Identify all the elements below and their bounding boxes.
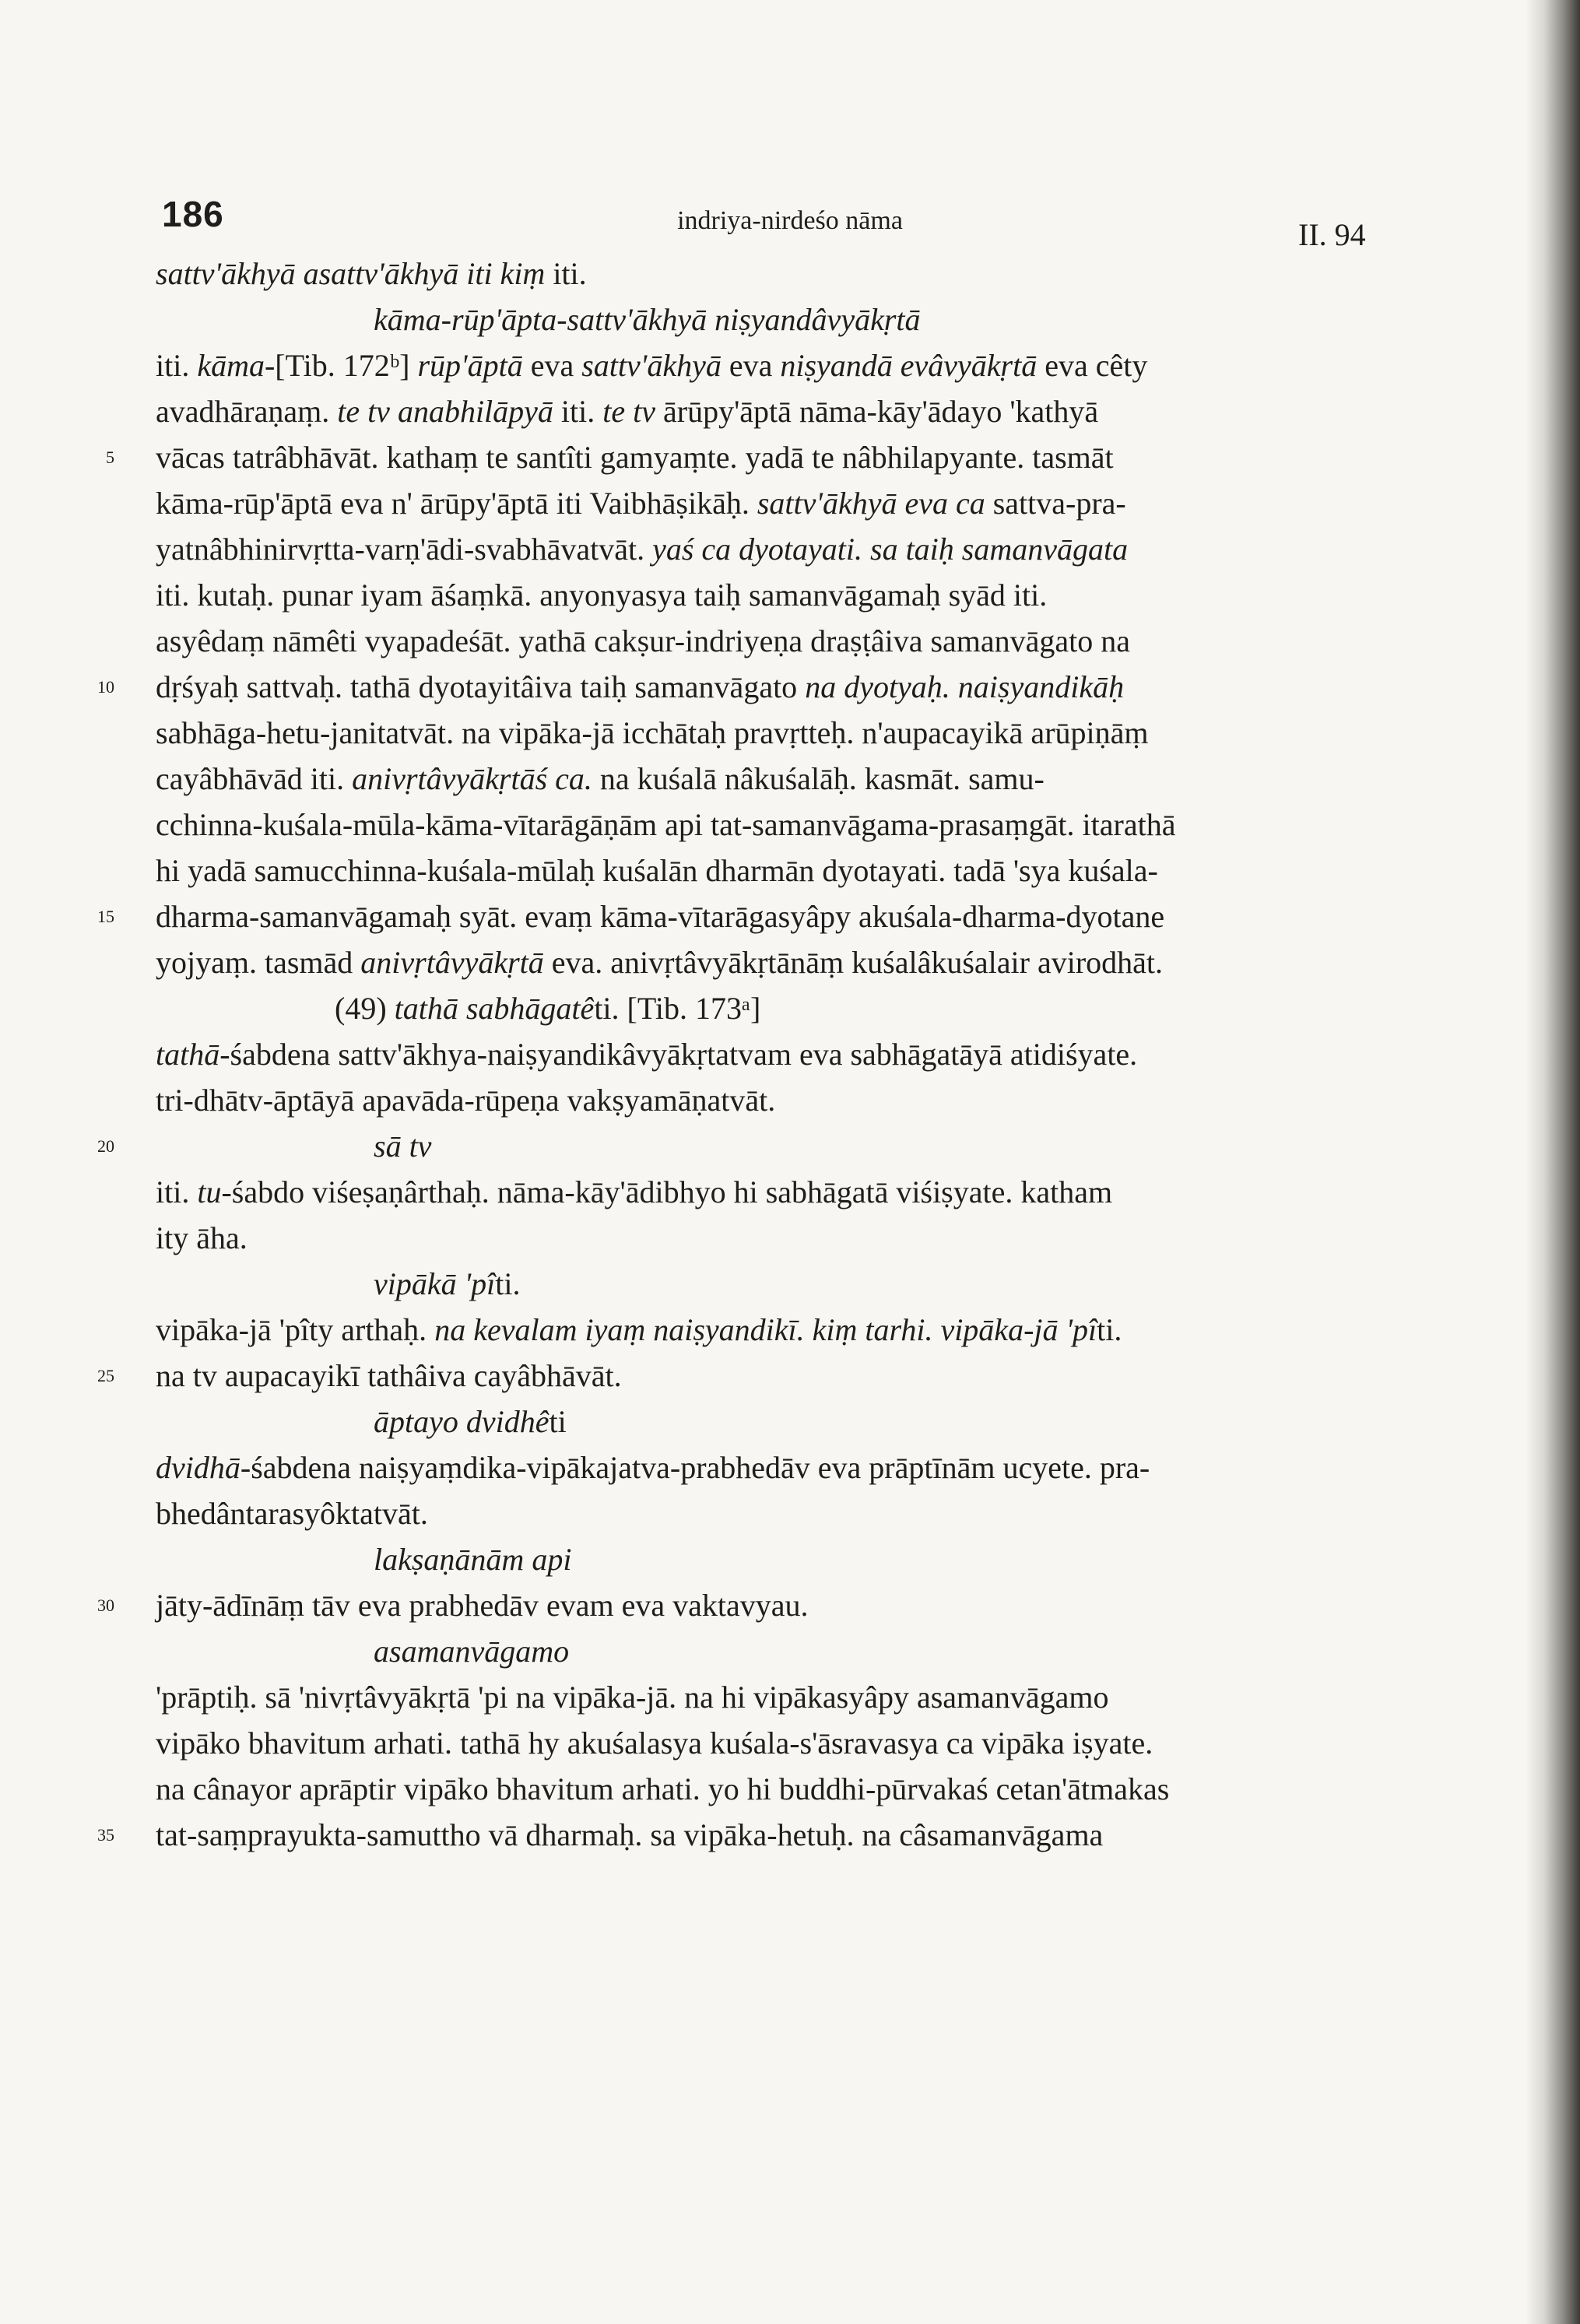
line-number: 25 <box>97 1366 114 1385</box>
text-segment: ti. [Tib. 173ᵃ] <box>594 991 761 1026</box>
text-segment: iti. <box>545 256 587 291</box>
text-segment: yatnâbhinirvṛtta-varṇ'ādi-svabhāvatvāt. <box>156 532 653 567</box>
page-edge-shadow <box>1526 0 1580 2324</box>
text-line <box>156 1215 1401 1261</box>
line-number: 35 <box>97 1825 114 1845</box>
text-line <box>156 1261 1401 1307</box>
text-line <box>97 1123 1401 1169</box>
text-line <box>156 1077 1401 1123</box>
text-line <box>156 710 1401 756</box>
italic-segment: tathā sabhāgatê <box>394 991 595 1026</box>
italic-segment: tu <box>197 1174 222 1209</box>
text-segment: yojyaṃ. tasmād <box>156 945 361 980</box>
italic-segment: na kevalam iyaṃ naiṣyandikī. kiṃ tarhi. vipāka-jā 'pî <box>434 1312 1097 1347</box>
text-segment: -śabdena naiṣyaṃdika-vipākajatva-prabhedāv eva prāptīnām ucyete. pra- <box>240 1450 1150 1485</box>
italic-segment: kāma-rūp'āpta-sattv'ākhyā niṣyandâvyākṛtā <box>374 302 921 337</box>
italic-segment: anivṛtâvyākṛtāś ca. <box>352 761 592 796</box>
italic-segment: te tv <box>602 394 655 429</box>
text-line <box>156 1169 1401 1215</box>
section-reference: II. 94 <box>1298 217 1366 252</box>
text-line <box>156 526 1401 572</box>
italic-segment: asamanvāgamo <box>374 1634 570 1669</box>
text-segment: dṛśyaḥ sattvaḥ. tathā dyotayitâiva taiḥ samanvāgato <box>156 669 806 704</box>
text-segment: tri-dhātv-āptāyā apavāda-rūpeṇa vakṣyamāṇatvāt. <box>156 1083 776 1118</box>
text-line <box>156 1628 1401 1674</box>
text-segment: ti. <box>1097 1312 1122 1347</box>
text-segment: avadhāraṇaṃ. <box>156 394 338 429</box>
text-segment: (49) <box>335 991 395 1026</box>
italic-segment: sattv'ākhyā eva ca <box>757 486 985 521</box>
text-segment: cchinna-kuśala-mūla-kāma-vītarāgāṇām api tat-samanvāgama-prasaṃgāt. itarathā <box>156 807 1176 842</box>
text-segment: na tv aupacayikī tathâiva cayâbhāvāt. <box>156 1358 622 1393</box>
text-line <box>156 342 1401 388</box>
text-line <box>97 1353 1401 1399</box>
text-segment: na kuśalā nâkuśalāḥ. kasmāt. samu- <box>592 761 1045 796</box>
text-line <box>156 1445 1401 1490</box>
text-segment: ārūpy'āptā nāma-kāy'ādayo 'kathyā <box>655 394 1099 429</box>
line-number: 5 <box>106 448 114 467</box>
body-text <box>97 251 1401 1858</box>
text-line <box>156 1536 1401 1582</box>
italic-segment: sā tv <box>374 1129 432 1164</box>
line-number: 30 <box>97 1596 114 1615</box>
text-segment: eva cêty <box>1037 348 1148 383</box>
text-line <box>156 618 1401 664</box>
text-segment: ity āha. <box>156 1220 248 1255</box>
italic-segment: te tv anabhilāpyā <box>337 394 553 429</box>
line-number: 15 <box>97 907 114 926</box>
text-segment: bhedântarasyôktatvāt. <box>156 1496 428 1531</box>
text-line <box>156 848 1401 893</box>
text-segment: -śabdo viśeṣaṇârthaḥ. nāma-kāy'ādibhyo hi sabhāgatā viśiṣyate. katham <box>221 1174 1113 1209</box>
text-segment: iti. <box>156 1174 198 1209</box>
text-segment: iti. <box>156 348 198 383</box>
text-segment: -[Tib. 172ᵇ] <box>264 348 418 383</box>
text-segment: vipāko bhavitum arhati. tathā hy akuśalasya kuśala-s'āsravasya ca vipāka iṣyate. <box>156 1725 1153 1761</box>
text-line <box>97 1582 1401 1628</box>
text-segment: dharma-samanvāgamaḥ syāt. evaṃ kāma-vītarāgasyâpy akuśala-dharma-dyotane <box>156 899 1165 934</box>
text-line <box>156 1766 1401 1812</box>
text-line <box>156 1307 1401 1353</box>
text-segment: eva. anivṛtâvyākṛtānāṃ kuśalâkuśalair avirodhāt. <box>543 945 1164 980</box>
text-line <box>156 251 1401 297</box>
italic-segment: na dyotyaḥ. naiṣyandikāḥ <box>805 669 1125 704</box>
italic-segment: niṣyandā <box>780 348 893 383</box>
text-segment: na cânayor aprāptir vipāko bhavitum arhati. yo hi buddhi-pūrvakaś cetan'ātmakas <box>156 1771 1170 1806</box>
text-line <box>97 664 1401 710</box>
italic-segment: yaś ca dyotayati. sa taiḥ samanvāgata <box>652 532 1129 567</box>
text-line <box>156 1720 1401 1766</box>
italic-segment: kāma <box>197 348 265 383</box>
text-segment: sattva-pra- <box>985 486 1126 521</box>
italic-segment: lakṣaṇānām api <box>374 1542 572 1577</box>
text-segment: eva <box>522 348 582 383</box>
text-line <box>156 1031 1401 1077</box>
text-line <box>156 985 1401 1031</box>
text-segment: sabhāga-hetu-janitatvāt. na vipāka-jā icchātaḥ pravṛtteḥ. n'aupacayikā arūpiṇāṃ <box>156 715 1149 750</box>
text-segment: vipāka-jā 'pîty arthaḥ. <box>156 1312 435 1347</box>
text-line <box>156 1399 1401 1445</box>
text-line <box>156 1490 1401 1536</box>
text-segment: eva <box>721 348 781 383</box>
text-segment: ti. <box>495 1266 521 1301</box>
italic-segment: rūp'āptā <box>417 348 523 383</box>
text-segment: vācas tatrâbhāvāt. kathaṃ te santîti gamyaṃte. yadā te nâbhilapyante. tasmāt <box>156 440 1114 475</box>
text-line <box>156 480 1401 526</box>
italic-segment: dvidhā <box>156 1450 241 1485</box>
text-line <box>156 572 1401 618</box>
text-line <box>97 893 1401 939</box>
italic-segment: āptayo dvidhê <box>374 1404 549 1439</box>
italic-segment: sattv'ākhyā <box>581 348 722 383</box>
text-segment: tat-saṃprayukta-samuttho vā dharmaḥ. sa vipāka-hetuḥ. na câsamanvāgama <box>156 1817 1104 1852</box>
text-segment: cayâbhāvād iti. <box>156 761 353 796</box>
text-line <box>106 434 1401 480</box>
page-number: 186 <box>162 194 224 234</box>
line-number: 20 <box>97 1136 114 1156</box>
text-segment: iti. kutaḥ. punar iyam āśaṃkā. anyonyasya taiḥ samanvāgamaḥ syād iti. <box>156 577 1048 613</box>
text-line <box>156 1674 1401 1720</box>
text-line <box>156 939 1401 985</box>
text-segment: kāma-rūp'āptā eva n' ārūpy'āptā iti Vaibhāṣikāḥ. <box>156 486 757 521</box>
italic-segment: sattv'ākhyā asattv'ākhyā iti kiṃ <box>156 256 546 291</box>
line-number: 10 <box>97 677 114 697</box>
text-segment: ti <box>549 1404 567 1439</box>
text-segment: iti. <box>553 394 603 429</box>
text-segment: -śabdena sattv'ākhya-naiṣyandikâvyākṛtatvam eva sabhāgatāyā atidiśyate. <box>219 1037 1138 1072</box>
text-line <box>156 802 1401 848</box>
italic-segment: anivṛtâvyākṛtā <box>360 945 544 980</box>
text-line <box>156 756 1401 802</box>
text-segment: asyêdaṃ nāmêti vyapadeśāt. yathā cakṣur-indriyeṇa draṣṭâiva samanvāgato na <box>156 623 1131 658</box>
italic-segment: vipākā 'pî <box>374 1266 496 1301</box>
text-line <box>156 297 1401 342</box>
italic-segment: tathā <box>156 1037 220 1072</box>
text-line <box>97 1812 1401 1858</box>
text-segment: hi yadā samucchinna-kuśala-mūlaḥ kuśalān dharmān dyotayati. tadā 'sya kuśala- <box>156 853 1158 888</box>
text-line <box>156 388 1401 434</box>
running-title: indriya-nirdeśo nāma <box>677 206 903 235</box>
text-segment: jāty-ādīnāṃ tāv eva prabhedāv evam eva vaktavyau. <box>156 1588 809 1623</box>
italic-segment: evâvyākṛtā <box>892 348 1038 383</box>
text-segment: 'prāptiḥ. sā 'nivṛtâvyākṛtā 'pi na vipāka-jā. na hi vipākasyâpy asamanvāgamo <box>156 1680 1109 1715</box>
